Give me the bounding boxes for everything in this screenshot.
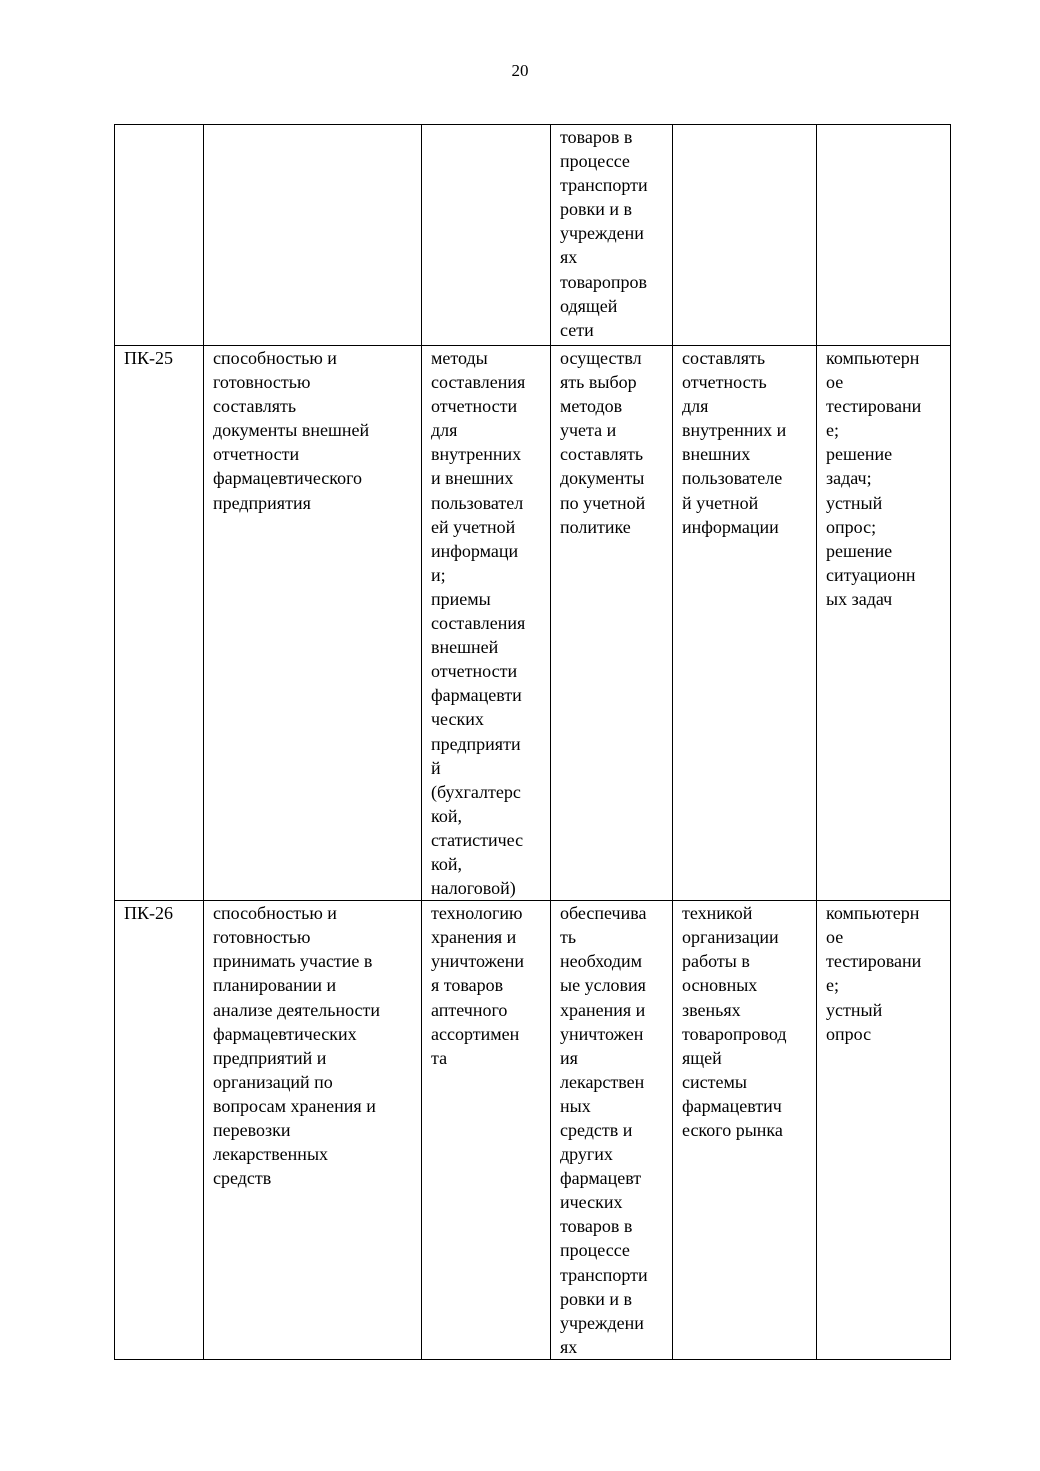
cell-line: уничтожени — [431, 951, 524, 972]
cell-line: ей учетной — [431, 516, 516, 537]
own-cell — [673, 125, 817, 346]
cell-line: й учетной — [682, 492, 759, 513]
cell-line: тестировани — [826, 396, 922, 417]
cell-line: ящей — [682, 1047, 722, 1068]
cell-line: учреждени — [560, 1312, 644, 1333]
cell-line: отчетность — [682, 372, 767, 393]
cell-line: е; — [826, 420, 839, 441]
own-cell — [673, 901, 817, 1360]
cell-line: для — [431, 420, 458, 441]
cell-line: внутренних и — [682, 420, 787, 441]
code-cell — [115, 125, 204, 346]
cell-line: вопросам хранения и — [213, 1095, 376, 1116]
cell-line: внешних — [682, 444, 751, 465]
cell-line: решение — [826, 444, 893, 465]
assessment-cell — [817, 125, 951, 346]
cell-line: отчетности — [431, 396, 518, 417]
cell-line: предприяти — [431, 733, 521, 754]
cell-line: технологию — [431, 903, 523, 924]
cell-line: ситуационн — [826, 564, 916, 585]
cell-line: принимать участие в — [213, 951, 373, 972]
cell-line: учета и — [560, 420, 617, 441]
cell-line: организации — [682, 927, 779, 948]
cell-line: анализе деятельности — [213, 999, 381, 1020]
cell-line: организаций по — [213, 1071, 333, 1092]
cell-line: товаропровод — [682, 1023, 787, 1044]
competence-cell — [204, 901, 422, 1360]
cell-line: отчетности — [213, 444, 300, 465]
cell-line: компьютерн — [826, 348, 920, 368]
cell-line: информаци — [431, 540, 519, 561]
cell-line: тестировани — [826, 951, 922, 972]
cell-line: по учетной — [560, 492, 646, 513]
cell-line: ое — [826, 927, 844, 948]
cell-line: кой, — [431, 805, 462, 826]
cell-line: и; — [431, 564, 446, 585]
cell-line: сети — [560, 319, 594, 340]
cell-line: транспорти — [560, 175, 648, 196]
cell-line: ое — [826, 372, 844, 393]
cell-line: составлять — [560, 444, 644, 465]
can-cell — [551, 346, 673, 901]
cell-line: опрос — [826, 1023, 872, 1044]
cell-line: процессе — [560, 151, 630, 172]
cell-line: устный — [826, 492, 883, 513]
cell-line: внутренних — [431, 444, 522, 465]
cell-line: способностью и — [213, 903, 337, 924]
cell-line: фармацевтических — [213, 1023, 357, 1044]
code-cell: ПК-26 — [115, 901, 204, 1360]
cell-line: предприятия — [213, 492, 311, 513]
cell-line: ять выбор — [560, 372, 637, 393]
cell-line: готовностью — [213, 372, 311, 393]
cell-line: работы в — [682, 951, 750, 972]
cell-line: фармацевтич — [682, 1095, 782, 1116]
cell-line: я товаров — [431, 975, 504, 996]
can-cell — [551, 901, 673, 1360]
cell-line: решение — [826, 540, 893, 561]
cell-line: лекарствен — [560, 1071, 645, 1092]
cell-line: транспорти — [560, 1264, 648, 1285]
cell-line: пользовател — [431, 492, 524, 513]
cell-line: готовностью — [213, 927, 311, 948]
cell-line: лекарственных — [213, 1144, 329, 1165]
cell-line: ях — [560, 247, 578, 268]
cell-line: та — [431, 1047, 448, 1068]
cell-line: аптечного — [431, 999, 508, 1020]
cell-line: и внешних — [431, 468, 514, 489]
cell-line: фармацевт — [560, 1168, 642, 1189]
cell-line: процессе — [560, 1240, 630, 1261]
cell-line: обеспечива — [560, 903, 647, 924]
know-cell — [422, 901, 551, 1360]
cell-line: планировании и — [213, 975, 337, 996]
cell-line: других — [560, 1144, 613, 1165]
cell-line: основных — [682, 975, 758, 996]
know-cell — [422, 125, 551, 346]
cell-line: кой, — [431, 853, 462, 874]
cell-line: задач; — [826, 468, 872, 489]
cell-line: звеньях — [682, 999, 741, 1020]
cell-line: компьютерн — [826, 903, 920, 924]
table-row — [115, 125, 951, 346]
cell-line: информации — [682, 516, 779, 537]
table-body — [115, 125, 951, 1360]
cell-line: налоговой) — [431, 878, 516, 899]
cell-line: товаров в — [560, 127, 633, 147]
cell-line: ях — [560, 1336, 578, 1357]
cell-line: ые условия — [560, 975, 646, 996]
cell-line: одящей — [560, 295, 618, 316]
cell-line: ия — [560, 1047, 578, 1068]
cell-line: е; — [826, 975, 839, 996]
cell-line: осуществл — [560, 348, 642, 368]
table-row — [115, 901, 951, 1360]
cell-line: ть — [560, 927, 577, 948]
cell-line: ровки и в — [560, 1288, 633, 1309]
cell-line: документы — [560, 468, 645, 489]
cell-line: составления — [431, 613, 526, 634]
cell-line: отчетности — [431, 661, 518, 682]
cell-line: предприятий и — [213, 1047, 327, 1068]
cell-line: составлять — [682, 348, 766, 368]
cell-line: статистичес — [431, 829, 524, 850]
cell-line: методов — [560, 396, 623, 417]
own-cell — [673, 346, 817, 901]
assessment-cell — [817, 901, 951, 1360]
cell-line: внешней — [431, 637, 499, 658]
cell-line: политике — [560, 516, 631, 537]
page-number: 20 — [511, 61, 529, 80]
cell-line: ассортимен — [431, 1023, 520, 1044]
cell-line: фармацевтического — [213, 468, 363, 489]
cell-line: еского рынка — [682, 1120, 783, 1140]
code-cell: ПК-25 — [115, 346, 204, 901]
cell-line: учреждени — [560, 223, 644, 244]
cell-line: (бухгалтерс — [431, 781, 521, 802]
competence-table — [114, 124, 951, 1360]
cell-line: средств и — [560, 1120, 633, 1140]
cell-line: фармацевти — [431, 685, 522, 706]
know-cell — [422, 346, 551, 901]
can-cell — [551, 125, 673, 346]
cell-line: хранения и — [431, 927, 517, 948]
cell-line: для — [682, 396, 709, 417]
cell-line: приемы — [431, 588, 491, 609]
cell-line: уничтожен — [560, 1023, 644, 1044]
cell-line: составлять — [213, 396, 297, 417]
cell-line: ых задач — [826, 588, 893, 609]
competence-cell — [204, 125, 422, 346]
cell-line: пользователе — [682, 468, 783, 489]
cell-line: техникой — [682, 903, 753, 924]
cell-line: составления — [431, 372, 526, 393]
cell-line: й — [431, 757, 441, 778]
cell-line: способностью и — [213, 348, 337, 368]
cell-line: хранения и — [560, 999, 646, 1020]
cell-line: ровки и в — [560, 199, 633, 220]
cell-line: системы — [682, 1071, 747, 1092]
cell-line: опрос; — [826, 516, 877, 537]
competence-cell — [204, 346, 422, 901]
cell-line: ческих — [431, 709, 484, 730]
cell-line: средств — [213, 1168, 272, 1189]
cell-line: ных — [560, 1095, 591, 1116]
cell-line: необходим — [560, 951, 643, 972]
cell-line: товаров в — [560, 1216, 633, 1237]
cell-line: документы внешней — [213, 420, 370, 441]
assessment-cell — [817, 346, 951, 901]
cell-line: ических — [560, 1192, 623, 1213]
cell-line: устный — [826, 999, 883, 1020]
cell-line: товаропров — [560, 271, 648, 292]
cell-line: перевозки — [213, 1120, 291, 1140]
table-row — [115, 346, 951, 901]
cell-line: методы — [431, 348, 488, 368]
